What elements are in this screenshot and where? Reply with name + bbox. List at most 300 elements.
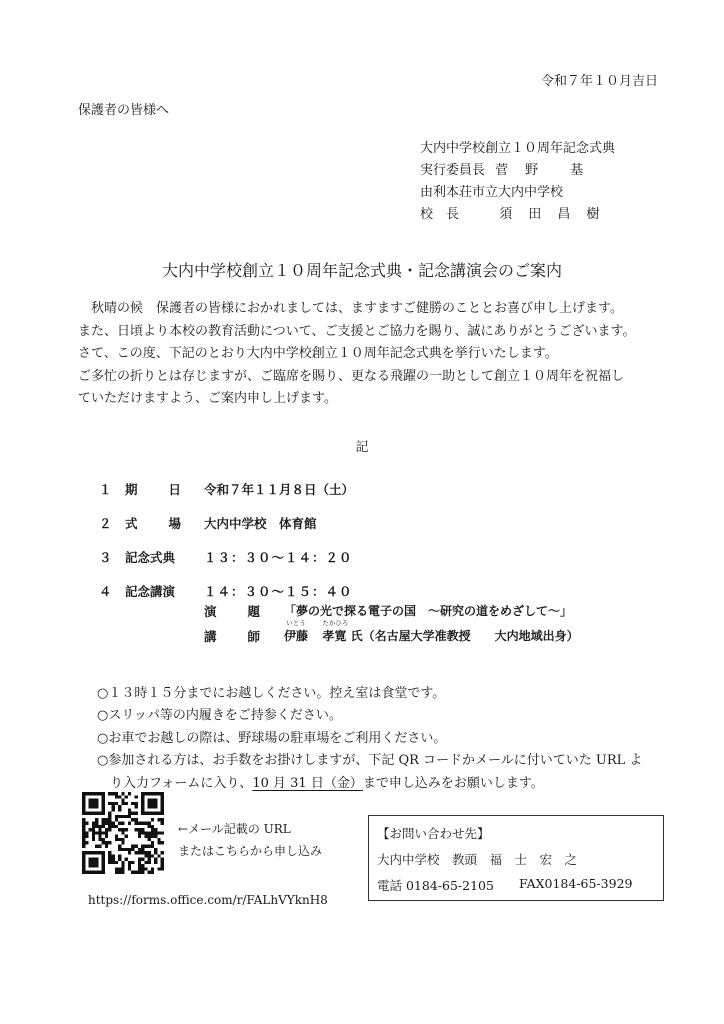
notes-list — [97, 683, 642, 795]
qr-module — [131, 812, 134, 815]
item-value: 令和７年１１月８日（土） — [204, 482, 355, 497]
qr-module — [115, 825, 118, 828]
qr-module — [161, 802, 164, 805]
qr-module — [105, 841, 108, 844]
qr-module — [82, 831, 85, 834]
qr-module — [108, 812, 111, 815]
qr-module — [118, 848, 121, 851]
qr-module — [102, 867, 105, 870]
qr-module — [95, 858, 98, 861]
qr-module — [105, 835, 108, 838]
qr-module — [95, 822, 98, 825]
qr-module — [102, 822, 105, 825]
qr-module — [118, 871, 121, 874]
qr-module — [118, 808, 121, 811]
qr-module — [82, 864, 85, 867]
qr-module — [118, 822, 121, 825]
qr-module — [134, 795, 137, 798]
qr-module — [82, 851, 85, 854]
qr-module — [157, 838, 160, 841]
qr-module — [118, 844, 121, 847]
qr-module — [102, 802, 105, 805]
qr-module — [85, 831, 88, 834]
qr-module — [89, 792, 92, 795]
qr-module — [138, 861, 141, 864]
qr-caption-line: またはこちらから申し込み — [178, 844, 323, 858]
qr-module — [125, 828, 128, 831]
qr-module — [144, 844, 147, 847]
qr-module — [128, 867, 131, 870]
qr-module — [121, 831, 124, 834]
lecturer-value — [284, 619, 579, 644]
qr-module — [138, 822, 141, 825]
note-item: ○スリッパ等の内履きをご持参ください。 — [97, 708, 342, 724]
qr-module — [148, 825, 151, 828]
qr-module — [151, 867, 154, 870]
item-venue — [0, 514, 724, 534]
lecture-theme-value: 「夢の光で探る電子の国 ～研究の道をめざして～」 — [284, 604, 573, 618]
qr-module — [102, 792, 105, 795]
qr-module — [121, 871, 124, 874]
qr-module — [89, 864, 92, 867]
qr-module — [125, 815, 128, 818]
qr-module — [89, 799, 92, 802]
qr-module — [121, 792, 124, 795]
qr-module — [144, 835, 147, 838]
lecture-lecturer — [0, 619, 724, 647]
qr-module — [138, 831, 141, 834]
qr-module — [148, 831, 151, 834]
qr-module — [98, 835, 101, 838]
qr-module — [128, 822, 131, 825]
qr-module — [148, 851, 151, 854]
qr-module — [128, 848, 131, 851]
qr-module — [138, 867, 141, 870]
item-date — [0, 480, 724, 500]
lecturer-given — [322, 619, 349, 644]
qr-module — [148, 822, 151, 825]
qr-module — [85, 851, 88, 854]
qr-module — [108, 828, 111, 831]
document-date: 令和７年１０月吉日 — [540, 74, 658, 89]
qr-module — [82, 818, 85, 821]
qr-module — [157, 841, 160, 844]
qr-module — [161, 808, 164, 811]
form-url-link[interactable]: https://forms.office.com/r/FALhVYknH8 — [88, 893, 328, 907]
qr-module — [161, 841, 164, 844]
qr-module — [134, 851, 137, 854]
contact-fax: FAX0184-65-3929 — [519, 876, 633, 891]
qr-module — [112, 854, 115, 857]
qr-module — [141, 792, 144, 795]
qr-module — [92, 822, 95, 825]
item-ceremony — [0, 548, 724, 568]
qr-module — [125, 835, 128, 838]
qr-module — [115, 835, 118, 838]
qr-module — [141, 864, 144, 867]
note-item: ○お車でお越しの際は、野球場の駐車場をご利用ください。 — [97, 730, 447, 746]
qr-module — [82, 861, 85, 864]
qr-module — [98, 844, 101, 847]
item-number: ２ — [99, 516, 112, 531]
qr-module — [82, 795, 85, 798]
qr-module — [95, 871, 98, 874]
qr-module — [138, 828, 141, 831]
qr-module — [131, 844, 134, 847]
qr-module — [115, 792, 118, 795]
qr-module — [128, 812, 131, 815]
qr-module — [118, 815, 121, 818]
intro-line: 秋晴の候 保護者の皆様におかれましては、ますますご健勝のこととお喜び申し上げます。 — [78, 301, 623, 316]
sender-chair-role: 実行委員長 — [420, 163, 486, 178]
qr-module — [89, 858, 92, 861]
qr-module — [128, 864, 131, 867]
qr-module — [82, 828, 85, 831]
qr-module — [89, 805, 92, 808]
qr-module — [151, 835, 154, 838]
qr-module — [98, 871, 101, 874]
qr-module — [108, 825, 111, 828]
lecturer-suffix: 氏（名古屋大学准教授 大内地域出身） — [350, 629, 579, 643]
qr-module — [161, 858, 164, 861]
qr-module — [98, 792, 101, 795]
qr-module — [95, 831, 98, 834]
qr-module — [115, 867, 118, 870]
qr-module — [82, 867, 85, 870]
intro-paragraph — [78, 298, 635, 411]
qr-module — [115, 795, 118, 798]
qr-module — [102, 838, 105, 841]
item-label: 式 場 — [125, 516, 184, 531]
qr-module — [89, 851, 92, 854]
qr-module — [102, 818, 105, 821]
intro-line: ていただけますよう、ご案内申し上げます。 — [78, 391, 337, 406]
qr-module — [134, 812, 137, 815]
sender-principal-role: 校 長 — [420, 207, 460, 222]
qr-module — [157, 831, 160, 834]
qr-caption-line: ←メール記載の URL — [178, 822, 291, 836]
lecturer-label: 講 師 — [204, 629, 263, 644]
note-item-continued — [97, 773, 642, 795]
qr-module — [144, 854, 147, 857]
qr-module — [154, 792, 157, 795]
qr-module — [151, 825, 154, 828]
page-title: 大内中学校創立１０周年記念式典・記念講演会のご案内 — [161, 261, 562, 280]
qr-module — [148, 792, 151, 795]
lecture-theme — [0, 602, 724, 622]
qr-module — [125, 802, 128, 805]
qr-module — [98, 838, 101, 841]
deadline-date: 10 月 31 日（金） — [252, 775, 363, 791]
intro-line: さて、この度、下記のとおり大内中学校創立１０周年記念式典を挙行いたします。 — [78, 346, 558, 361]
qr-module — [82, 805, 85, 808]
qr-module — [112, 861, 115, 864]
qr-module — [95, 851, 98, 854]
qr-module — [148, 799, 151, 802]
qr-module — [151, 792, 154, 795]
contact-box — [368, 815, 664, 901]
qr-module — [161, 864, 164, 867]
qr-module — [108, 858, 111, 861]
qr-module — [121, 802, 124, 805]
qr-module — [102, 825, 105, 828]
qr-module — [148, 858, 151, 861]
qr-module — [108, 851, 111, 854]
qr-module — [151, 844, 154, 847]
intro-line: ご多忙の折りとは存じますが、ご臨席を賜り、更なる飛躍の一助として創立１０周年を祝福し — [78, 368, 625, 384]
qr-module — [105, 822, 108, 825]
qr-module — [108, 822, 111, 825]
qr-module — [131, 848, 134, 851]
qr-module — [85, 835, 88, 838]
qr-module — [92, 825, 95, 828]
qr-module — [92, 828, 95, 831]
qr-module — [141, 844, 144, 847]
qr-caption — [178, 818, 322, 862]
qr-module — [154, 851, 157, 854]
qr-module — [95, 861, 98, 864]
item-lecture — [0, 582, 724, 602]
qr-module — [157, 792, 160, 795]
qr-module — [102, 808, 105, 811]
item-label: 記念講演 — [125, 584, 176, 599]
qr-module — [154, 812, 157, 815]
lecturer-surname — [284, 619, 309, 644]
qr-module — [89, 828, 92, 831]
qr-module — [115, 838, 118, 841]
qr-module — [89, 812, 92, 815]
qr-module — [161, 792, 164, 795]
qr-module — [95, 799, 98, 802]
qr-module — [82, 825, 85, 828]
qr-module — [141, 799, 144, 802]
item-value: 大内中学校 体育館 — [204, 516, 317, 531]
intro-line: また、日頃より本校の教育活動について、ご支援とご協力を賜り、誠にありがとうございます。 — [78, 323, 636, 339]
qr-module — [128, 792, 131, 795]
qr-module — [92, 799, 95, 802]
qr-module — [121, 815, 124, 818]
qr-module — [118, 867, 121, 870]
lecture-theme-label: 演 題 — [204, 604, 263, 619]
qr-module — [157, 812, 160, 815]
qr-module — [148, 871, 151, 874]
qr-module — [92, 838, 95, 841]
qr-module — [148, 835, 151, 838]
qr-module — [138, 871, 141, 874]
qr-module — [151, 799, 154, 802]
qr-module — [105, 828, 108, 831]
qr-module — [95, 802, 98, 805]
qr-module — [161, 831, 164, 834]
qr-code-icon[interactable] — [82, 792, 164, 874]
qr-module — [92, 864, 95, 867]
qr-module — [85, 792, 88, 795]
qr-module — [151, 812, 154, 815]
qr-module — [92, 858, 95, 861]
qr-module — [121, 861, 124, 864]
qr-module — [102, 799, 105, 802]
qr-module — [82, 844, 85, 847]
qr-module — [98, 812, 101, 815]
qr-module — [148, 861, 151, 864]
qr-module — [141, 802, 144, 805]
sender-ceremony: 大内中学校創立１０周年記念式典 — [420, 141, 616, 156]
ki-heading: 記 — [355, 440, 369, 455]
note-item: ○１３時１５分までにお越しください。控え室は食堂です。 — [97, 686, 446, 701]
qr-module — [141, 812, 144, 815]
qr-module — [141, 831, 144, 834]
item-value: １４：３０～１５：４０ — [204, 584, 353, 599]
qr-module — [154, 835, 157, 838]
qr-module — [141, 795, 144, 798]
qr-module — [102, 864, 105, 867]
sender-principal-name: 須 田 昌 樹 — [499, 207, 606, 222]
qr-module — [89, 871, 92, 874]
qr-module — [118, 854, 121, 857]
qr-module — [95, 812, 98, 815]
qr-module — [108, 854, 111, 857]
item-number: １ — [99, 482, 112, 497]
qr-module — [148, 838, 151, 841]
qr-module — [98, 831, 101, 834]
qr-module — [161, 799, 164, 802]
qr-module — [144, 861, 147, 864]
qr-module — [141, 805, 144, 808]
item-label: 期 日 — [125, 482, 184, 497]
qr-module — [115, 815, 118, 818]
qr-module — [102, 871, 105, 874]
qr-module — [121, 822, 124, 825]
qr-module — [128, 815, 131, 818]
qr-module — [141, 808, 144, 811]
qr-module — [151, 828, 154, 831]
qr-module — [138, 858, 141, 861]
qr-module — [141, 828, 144, 831]
qr-module — [82, 812, 85, 815]
lecturer-given-ruby: たかひろ — [322, 619, 349, 627]
lecturer-surname-text: 伊藤 — [284, 629, 309, 643]
qr-module — [151, 854, 154, 857]
qr-module — [157, 818, 160, 821]
qr-module — [118, 795, 121, 798]
qr-module — [121, 838, 124, 841]
qr-module — [112, 858, 115, 861]
qr-module — [154, 831, 157, 834]
sender-school: 由利本荘市立大内中学校 — [420, 185, 564, 200]
qr-module — [102, 851, 105, 854]
qr-module — [151, 802, 154, 805]
qr-module — [108, 802, 111, 805]
qr-module — [154, 848, 157, 851]
qr-module — [131, 802, 134, 805]
item-number: ４ — [99, 584, 112, 599]
qr-module — [112, 805, 115, 808]
qr-module — [144, 867, 147, 870]
qr-module — [161, 812, 164, 815]
qr-module — [82, 802, 85, 805]
qr-module — [92, 835, 95, 838]
item-label: 記念式典 — [125, 550, 176, 565]
sender-chair — [420, 160, 615, 182]
qr-module — [92, 805, 95, 808]
qr-module — [154, 799, 157, 802]
qr-module — [82, 838, 85, 841]
qr-module — [98, 828, 101, 831]
qr-module — [112, 825, 115, 828]
qr-module — [148, 844, 151, 847]
qr-module — [128, 861, 131, 864]
qr-module — [161, 822, 164, 825]
addressee: 保護者の皆様へ — [78, 103, 170, 118]
qr-module — [161, 861, 164, 864]
qr-module — [108, 841, 111, 844]
qr-module — [85, 812, 88, 815]
qr-module — [82, 822, 85, 825]
qr-module — [141, 871, 144, 874]
qr-module — [141, 858, 144, 861]
note-pre: り入力フォームに入り、 — [97, 775, 253, 791]
qr-module — [161, 851, 164, 854]
qr-module — [161, 818, 164, 821]
lecturer-given-text: 孝寛 — [322, 629, 347, 643]
qr-module — [102, 831, 105, 834]
qr-module — [108, 861, 111, 864]
qr-module — [128, 851, 131, 854]
qr-module — [134, 844, 137, 847]
qr-module — [121, 799, 124, 802]
qr-module — [134, 822, 137, 825]
qr-module — [121, 864, 124, 867]
qr-module — [82, 808, 85, 811]
qr-module — [118, 858, 121, 861]
qr-module — [161, 867, 164, 870]
qr-module — [141, 851, 144, 854]
qr-module — [95, 792, 98, 795]
qr-module — [85, 822, 88, 825]
qr-module — [138, 851, 141, 854]
qr-module — [157, 854, 160, 857]
contact-tel: 電話 0184-65-2105 — [377, 878, 494, 893]
qr-module — [98, 825, 101, 828]
qr-module — [154, 805, 157, 808]
qr-module — [141, 822, 144, 825]
qr-module — [98, 851, 101, 854]
qr-module — [115, 802, 118, 805]
qr-module — [138, 848, 141, 851]
qr-module — [144, 812, 147, 815]
qr-module — [154, 802, 157, 805]
sender-chair-name: 菅 野 基 — [495, 163, 586, 178]
qr-module — [138, 864, 141, 867]
qr-module — [141, 867, 144, 870]
note-post: まで申し込みをお願いします。 — [362, 775, 544, 791]
qr-module — [151, 818, 154, 821]
qr-module — [92, 851, 95, 854]
qr-module — [118, 838, 121, 841]
qr-module — [89, 802, 92, 805]
qr-module — [161, 795, 164, 798]
qr-module — [131, 871, 134, 874]
qr-module — [144, 831, 147, 834]
qr-module — [151, 841, 154, 844]
qr-module — [108, 818, 111, 821]
contact-heading: 【お問い合わせ先】 — [377, 826, 490, 841]
qr-module — [121, 848, 124, 851]
qr-module — [121, 841, 124, 844]
qr-module — [134, 871, 137, 874]
qr-module — [121, 828, 124, 831]
sender-principal — [420, 204, 615, 226]
